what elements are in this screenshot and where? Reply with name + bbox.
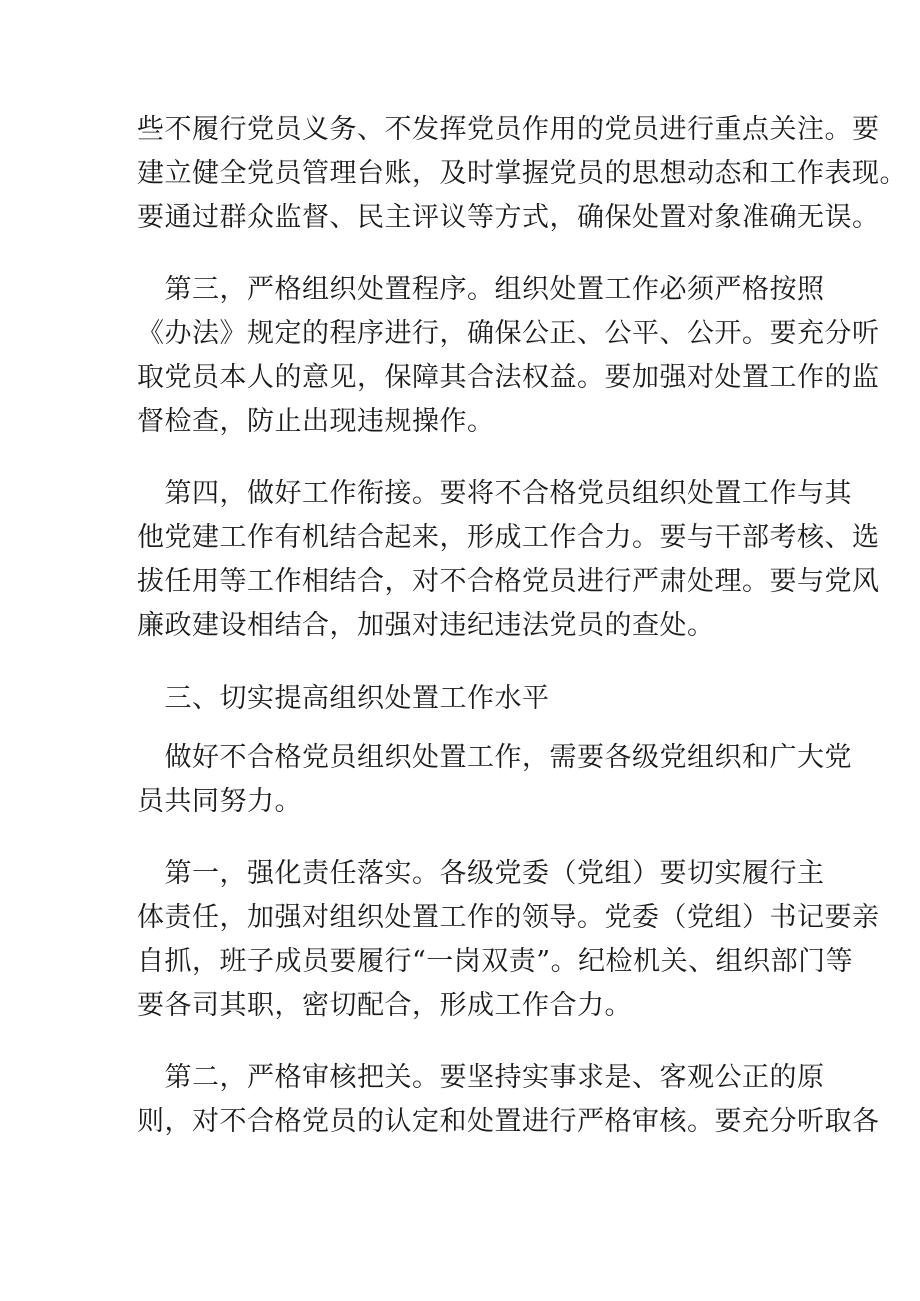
text-line: 督检查，防止出现违规操作。 — [137, 406, 495, 437]
paragraph-1 — [137, 108, 907, 240]
text-line: 自抓，班子成员要履行“一岗双责”。纪检机关、组织部门等 — [137, 946, 854, 977]
text-line: 员共同努力。 — [137, 786, 302, 817]
text-line: 要通过群众监督、民主评议等方式，确保处置对象准确无误。 — [137, 202, 880, 233]
text-line: 廉政建设相结合，加强对违纪违法党员的查处。 — [137, 610, 715, 641]
text-line: 做好不合格党员组织处置工作，需要各级党组织和广大党 — [137, 742, 852, 773]
paragraph-2 — [137, 268, 880, 444]
text-line: 他党建工作有机结合起来，形成工作合力。要与干部考核、选 — [137, 522, 880, 553]
heading-line: 三、切实提高组织处置工作水平 — [137, 683, 550, 714]
text-line: 第二，严格审核把关。要坚持实事求是、客观公正的原 — [137, 1062, 825, 1093]
paragraph-5 — [137, 852, 880, 1028]
paragraph-6 — [137, 1056, 880, 1144]
text-line: 《办法》规定的程序进行，确保公正、公平、公开。要充分听 — [137, 318, 880, 349]
text-line: 第三，严格组织处置程序。组织处置工作必须严格按照 — [137, 274, 825, 305]
paragraph-4 — [137, 736, 852, 824]
section-heading — [137, 677, 797, 721]
text-line: 要各司其职，密切配合，形成工作合力。 — [137, 990, 632, 1021]
text-line: 体责任，加强对组织处置工作的领导。党委（党组）书记要亲 — [137, 902, 880, 933]
paragraph-3 — [137, 472, 880, 648]
text-line: 第一，强化责任落实。各级党委（党组）要切实履行主 — [137, 858, 825, 889]
text-line: 第四，做好工作衔接。要将不合格党员组织处置工作与其 — [137, 478, 852, 509]
text-line: 拔任用等工作相结合，对不合格党员进行严肃处理。要与党风 — [137, 566, 880, 597]
text-line: 建立健全党员管理台账，及时掌握党员的思想动态和工作表现。 — [137, 158, 907, 189]
text-line: 取党员本人的意见，保障其合法权益。要加强对处置工作的监 — [137, 362, 880, 393]
text-line: 些不履行党员义务、不发挥党员作用的党员进行重点关注。要 — [137, 114, 880, 145]
text-line: 则，对不合格党员的认定和处置进行严格审核。要充分听取各 — [137, 1106, 880, 1137]
